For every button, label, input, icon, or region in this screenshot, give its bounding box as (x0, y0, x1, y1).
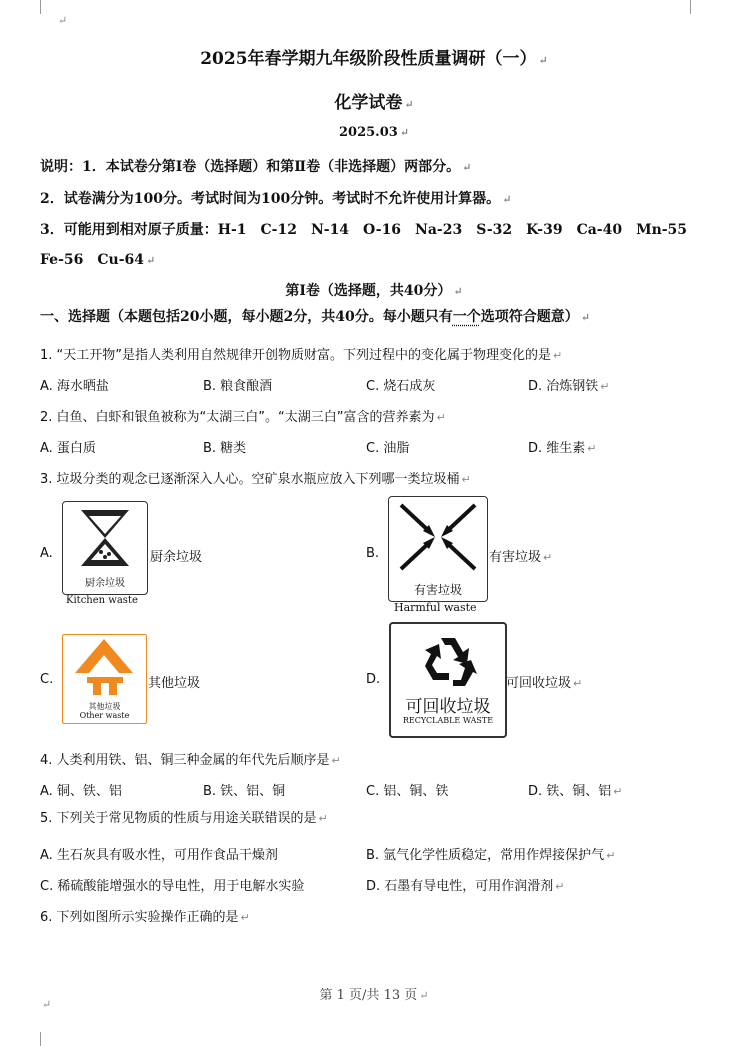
question-2-stem: 2. 白鱼、白虾和银鱼被称为“太湖三白”。“太湖三白”富含的营养素为 ↵ (40, 410, 446, 425)
q3-option-a-label: 厨余垃圾 (150, 550, 203, 565)
q1-option-c[interactable]: C. 烧石成灰 (366, 379, 436, 394)
recyclable-waste-en: RECYCLABLE WASTE (402, 716, 494, 725)
q2-option-d[interactable]: D. 维生素 ↵ (528, 441, 597, 456)
hourglass-icon (63, 502, 147, 574)
instruction-3: 3．可能用到相对原子质量：H-1 C-12 N-14 O-16 Na-23 S-32 K-39 Ca-40 Mn-55 (40, 222, 688, 238)
return-mark: ↵ (42, 998, 52, 1011)
recycle-icon (391, 624, 505, 688)
q3-option-c-letter[interactable]: C. (40, 672, 54, 687)
exam-date: 2025.03 ↵ (338, 125, 410, 140)
kitchen-waste-icon[interactable] (62, 501, 148, 595)
question-3-stem: 3. 垃圾分类的观念已逐渐深入人心。空矿泉水瓶应放入下列哪一类垃圾桶 ↵ (40, 472, 471, 487)
other-waste-cn: 其他垃圾 (88, 702, 121, 711)
q3-option-d-label: 可回收垃圾 ↵ (506, 676, 583, 691)
q1-option-b[interactable]: B. 粮食酿酒 (203, 379, 273, 394)
q5-option-b[interactable]: B. 氩气化学性质稳定，常用作焊接保护气 ↵ (366, 848, 616, 863)
question-1-stem: 1. “天工开物”是指人类利用自然规律开创物质财富。下列过程中的变化属于物理变化的是 ↵ (40, 348, 563, 363)
inward-arrows-icon (389, 497, 487, 577)
q5-option-a[interactable]: A. 生石灰具有吸水性，可用作食品干燥剂 (40, 848, 278, 863)
q1-option-a[interactable]: A. 海水晒盐 (40, 379, 109, 394)
q4-option-d[interactable]: D. 铁、铜、铝 ↵ (528, 784, 623, 799)
triangle-arrow-icon (63, 635, 146, 699)
question-5-stem: 5. 下列关于常见物质的性质与用途关联错误的是 ↵ (40, 811, 328, 826)
q3-option-a-letter[interactable]: A. (40, 546, 53, 561)
q4-option-b[interactable]: B. 铁、铝、铜 (203, 784, 286, 799)
q4-option-c[interactable]: C. 铝、铜、铁 (366, 784, 449, 799)
crop-mark (40, 1032, 41, 1046)
q5-option-c[interactable]: C. 稀硫酸能增强水的导电性，用于电解水实验 (40, 879, 305, 894)
return-mark: ↵ (58, 14, 68, 27)
recyclable-waste-icon[interactable] (389, 622, 507, 738)
harmful-waste-en: Harmful waste (394, 601, 477, 614)
question-4-stem: 4. 人类利用铁、铝、铜三种金属的年代先后顺序是 ↵ (40, 753, 341, 768)
page-footer: 第 1 页/共 13 页 ↵ (319, 988, 429, 1003)
other-waste-en: Other waste (79, 711, 130, 720)
kitchen-waste-cn: 厨余垃圾 (85, 578, 125, 589)
section-heading: 一、选择题（本题包括20小题，每小题2分，共40分。每小题只有一个选项符合题意） ↵ (40, 309, 590, 325)
exam-title: 2025年春学期九年级阶段性质量调研（一） ↵ (200, 49, 548, 69)
q2-option-b[interactable]: B. 糖类 (203, 441, 247, 456)
crop-mark (690, 0, 691, 14)
harmful-waste-cn: 有害垃圾 (413, 583, 462, 597)
q1-option-d[interactable]: D. 冶炼钢铁 ↵ (528, 379, 610, 394)
q2-option-c[interactable]: C. 油脂 (366, 441, 410, 456)
other-waste-icon[interactable] (62, 634, 147, 724)
crop-mark (40, 0, 41, 14)
q3-option-b-label: 有害垃圾 ↵ (489, 550, 553, 565)
kitchen-waste-en: Kitchen waste (66, 595, 138, 606)
section-title: 第Ⅰ卷（选择题，共40分） ↵ (285, 283, 463, 299)
q4-option-a[interactable]: A. 铜、铁、铝 (40, 784, 122, 799)
instruction-2: 2．试卷满分为100分。考试时间为100分钟。考试时不允许使用计算器。 ↵ (40, 191, 512, 207)
subject-title: 化学试卷 ↵ (334, 93, 414, 113)
recyclable-waste-cn: 可回收垃圾 (405, 697, 491, 717)
q3-option-c-label: 其他垃圾 (148, 676, 201, 691)
q3-option-b-letter[interactable]: B. (366, 546, 380, 561)
q3-option-d-letter[interactable]: D. (366, 672, 381, 687)
q2-option-a[interactable]: A. 蛋白质 (40, 441, 96, 456)
harmful-waste-icon[interactable] (388, 496, 488, 602)
instruction-1: 说明：1．本试卷分第Ⅰ卷（选择题）和第Ⅱ卷（非选择题）两部分。 ↵ (40, 159, 472, 175)
question-6-stem: 6. 下列如图所示实验操作正确的是 ↵ (40, 910, 250, 925)
q5-option-d[interactable]: D. 石墨有导电性，可用作润滑剂 ↵ (366, 879, 565, 894)
instruction-3-cont: Fe-56 Cu-64 ↵ (40, 252, 156, 268)
